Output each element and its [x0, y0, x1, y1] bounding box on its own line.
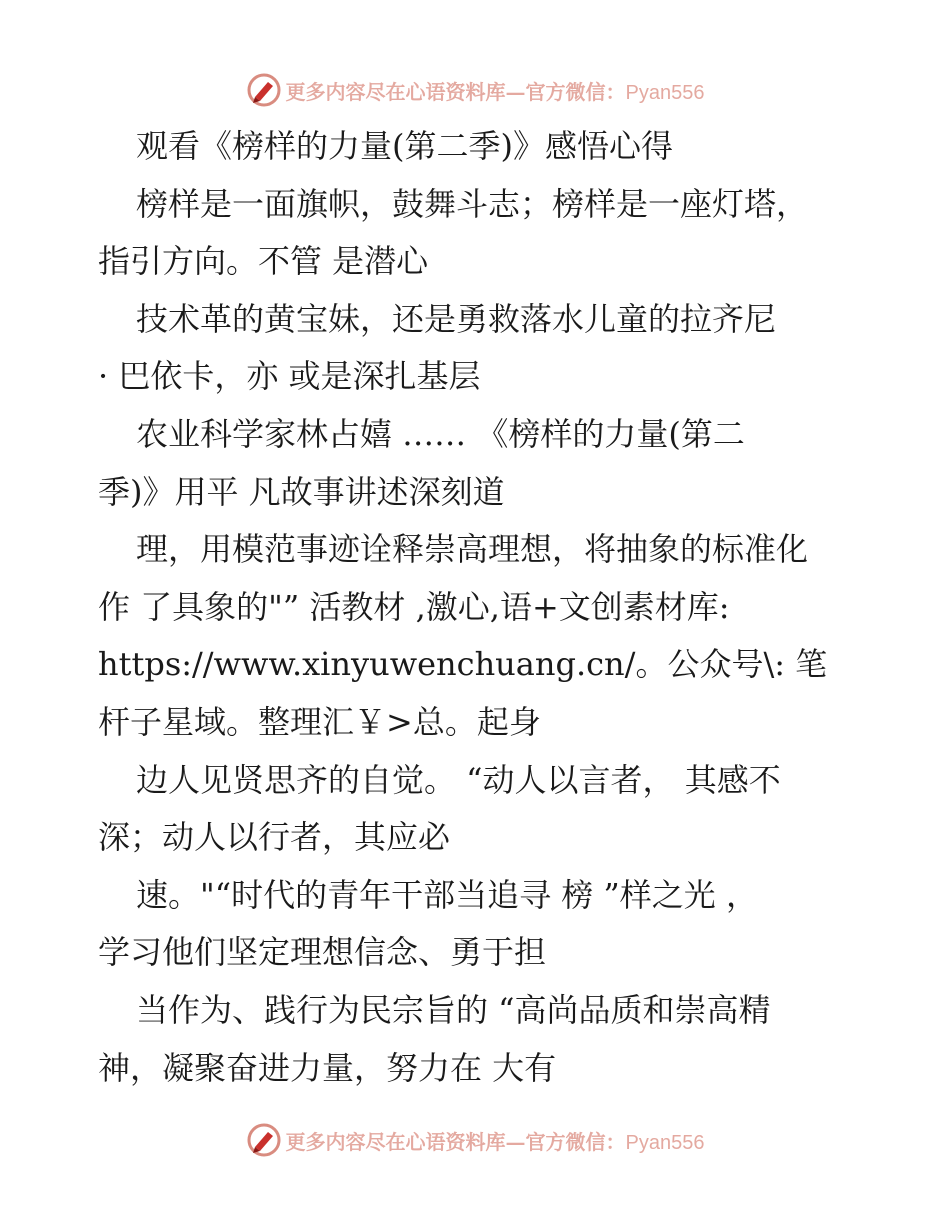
- header-banner: [0, 70, 950, 110]
- paragraph-line: 榜样是一面旗帜，鼓舞斗志；榜样是一座灯塔，: [136, 184, 809, 223]
- paragraph-line: 理，用模范事迹诠释崇高理想，将抽象的标准化: [136, 530, 809, 569]
- paragraph-line: 边人见贤思齐的自觉。 “动人以言者， 其感不: [136, 760, 781, 799]
- paragraph-line: 学习他们坚定理想信念、勇于担: [98, 933, 547, 972]
- paragraph-line: 技术革的黄宝妹，还是勇救落水儿童的拉齐尼: [136, 299, 777, 338]
- paragraph-line: 指引方向。不管 是潜心: [98, 242, 429, 281]
- header-banner-text: 更多内容尽在心语资料库—官方微信：Pyan556: [285, 79, 705, 104]
- pen-logo-icon: [246, 72, 282, 108]
- pen-logo-icon: [246, 1122, 282, 1158]
- document-title: 观看《榜样的力量(第二季)》感悟心得: [136, 127, 673, 165]
- paragraph-line: 农业科学家林占嬉 …… 《榜样的力量(第二: [136, 414, 745, 453]
- paragraph-line: 当作为、践行为民宗旨的 “高尚品质和崇高精: [136, 990, 771, 1029]
- paragraph-line: 深；动人以行者，其应必: [98, 818, 451, 857]
- paragraph-line: 杆子星域。整理汇￥>总。起身: [98, 702, 541, 741]
- paragraph-line: 速。"“时代的青年干部当追寻 榜 ”样之光 ，: [136, 875, 758, 914]
- paragraph-line: 作 了具象的"” 活教材 ,激心,语+文创素材库:: [98, 587, 730, 626]
- paragraph-line: 季)》用平 凡故事讲述深刻道: [98, 472, 505, 511]
- footer-banner-text: 更多内容尽在心语资料库—官方微信：Pyan556: [285, 1129, 705, 1154]
- paragraph-line: https://www.xinyuwenchuang.cn/。公众号\: 笔: [98, 645, 828, 684]
- footer-banner: [0, 1120, 950, 1160]
- paragraph-line: 神，凝聚奋进力量，努力在 大有: [98, 1048, 557, 1087]
- document-body: [98, 118, 868, 1097]
- paragraph-line: · 巴依卡，亦 或是深扎基层: [98, 357, 481, 396]
